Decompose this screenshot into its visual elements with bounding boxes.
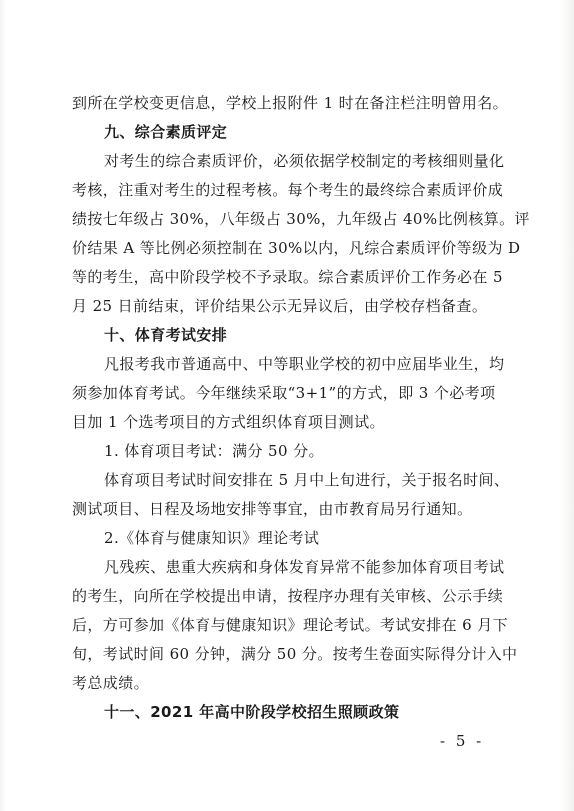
body-text-line: 绩按七年级占 30%，八年级占 30%，九年级占 40%比例核算。评 — [72, 210, 530, 228]
subsection-heading-2: 2.《体育与健康知识》理论考试 — [104, 529, 320, 547]
section-heading-10: 十、体育考试安排 — [104, 326, 228, 344]
body-text-line: 凡报考我市普通高中、中等职业学校的初中应届毕业生，均 — [104, 355, 505, 373]
body-text-line: 月 25 日前结束，评价结果公示无异议后，由学校存档备查。 — [72, 297, 488, 315]
body-text-line: 旬，考试时间 60 分钟，满分 50 分。按考生卷面实际得分计入中 — [72, 645, 518, 663]
body-text-line: 后，方可参加《体育与健康知识》理论考试。考试安排在 6 月下 — [72, 616, 509, 634]
body-text-line: 测试项目、日程及场地安排等事宜，由市教育局另行通知。 — [72, 500, 473, 518]
body-text-line: 等的考生，高中阶段学校不予录取。综合素质评价工作务必在 5 — [72, 268, 503, 286]
body-text-line: 到所在学校变更信息，学校上报附件 1 时在备注栏注明曾用名。 — [72, 94, 509, 112]
page-number: - 5 - — [440, 732, 485, 750]
body-text-line: 的考生，向所在学校提出申请，按程序办理有关审核、公示手续 — [72, 587, 504, 605]
body-text-line: 考总成绩。 — [72, 674, 150, 692]
body-text-line: 考核，注重对考生的过程考核。每个考生的最终综合素质评价成 — [72, 181, 504, 199]
section-heading-11: 十一、2021 年高中阶段学校招生照顾政策 — [104, 703, 400, 721]
body-text-line: 凡残疾、患重大疾病和身体发育异常不能参加体育项目考试 — [104, 558, 505, 576]
body-text-line: 体育项目考试时间安排在 5 月中上旬进行，关于报名时间、 — [104, 471, 510, 489]
body-text-line: 须参加体育考试。今年继续采取“3+1”的方式，即 3 个必考项 — [72, 384, 496, 402]
body-text-line: 对考生的综合素质评价，必须依据学校制定的考核细则量化 — [104, 152, 505, 170]
section-heading-9: 九、综合素质评定 — [104, 123, 228, 141]
body-text-line: 价结果 A 等比例必须控制在 30%以内，凡综合素质评价等级为 D — [72, 239, 521, 257]
subsection-heading-1: 1. 体育项目考试：满分 50 分。 — [104, 442, 324, 460]
body-text-line: 目加 1 个选考项目的方式组织体育项目测试。 — [72, 413, 385, 431]
